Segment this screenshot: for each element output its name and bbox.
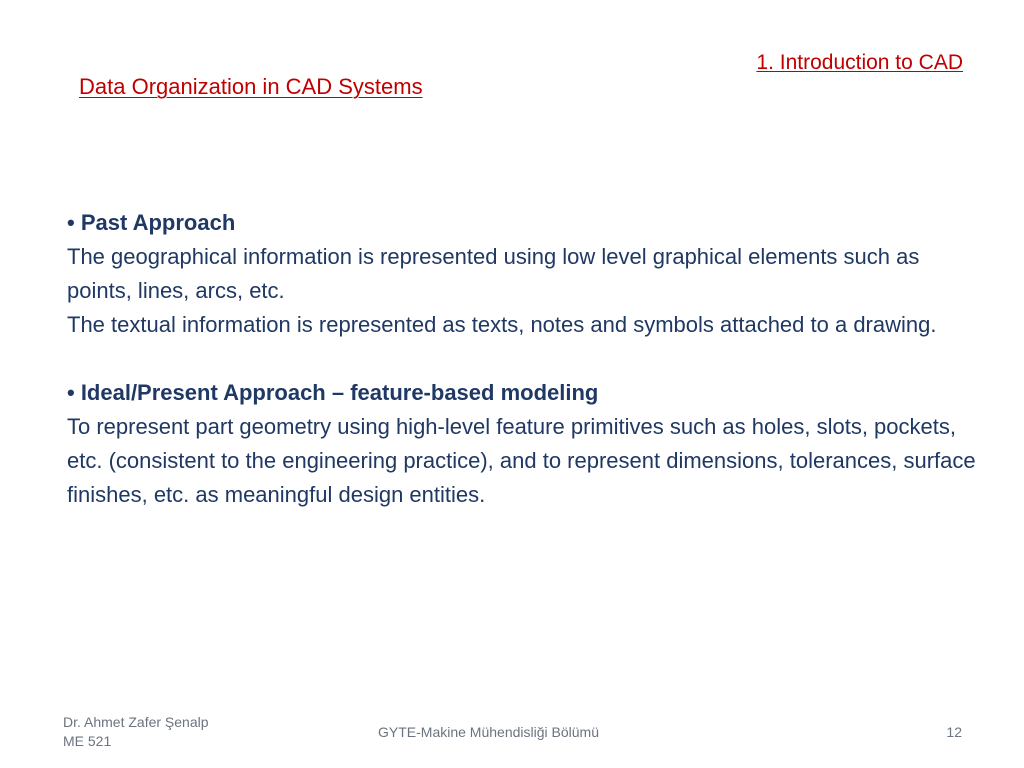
slide-title: Data Organization in CAD Systems <box>79 74 423 99</box>
footer-course: ME 521 <box>63 733 112 749</box>
block-heading: • Past Approach <box>67 210 236 235</box>
block-heading: • Ideal/Present Approach – feature-based modeling <box>67 380 599 405</box>
slide-body <box>67 206 987 512</box>
page-number: 12 <box>946 724 962 740</box>
block-paragraph: The geographical information is represented using low level graphical elements such as points, lines, arcs, etc. <box>67 244 920 303</box>
content-block-past <box>67 206 987 342</box>
section-label: 1. Introduction to CAD <box>756 51 963 74</box>
content-block-present <box>67 376 987 512</box>
footer-author-info <box>63 713 209 751</box>
block-paragraph: The textual information is represented as texts, notes and symbols attached to a drawing. <box>67 312 937 337</box>
block-paragraph: To represent part geometry using high-level feature primitives such as holes, slots, pockets, etc. (consistent to the engineering practice), and to represent dimensions, tolerances, surface finishes, etc. as meaningful design entities. <box>67 414 976 507</box>
footer-department: GYTE-Makine Mühendisliği Bölümü <box>378 724 599 740</box>
footer-author: Dr. Ahmet Zafer Şenalp <box>63 714 209 730</box>
block-spacer <box>67 342 987 376</box>
